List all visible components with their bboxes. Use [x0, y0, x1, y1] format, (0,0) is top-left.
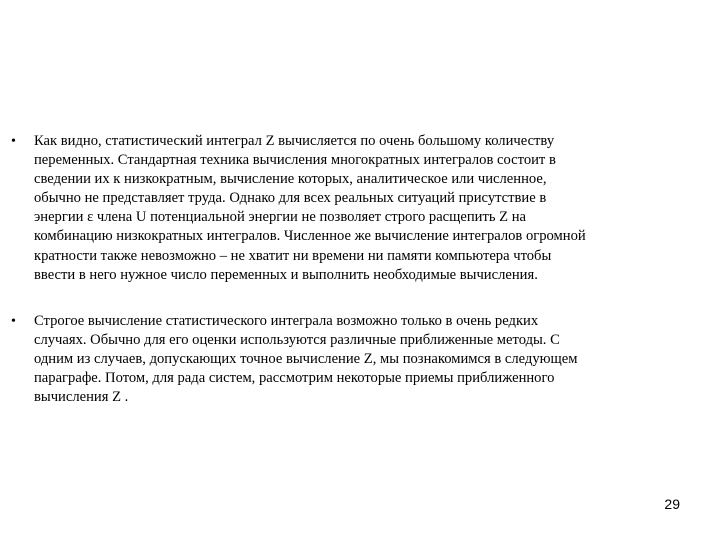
bullet-text: Строгое вычисление статистического интеграла возможно только в очень редких случаях. Обычно для его оценки используются различные приближенные методы. С одним из случаев, допускающих точное вычисление Z, мы познакомимся в следующем параграфе. Потом, для рада систем, рассмотрим некоторые приемы приближенного вычисления Z . — [34, 313, 578, 406]
bullet-text: Как видно, статистический интеграл Z вычисляется по очень большому количеству переменных. Стандартная техника вычисления многократных интегралов состоит в сведении их к низкократным, вычисление которых, аналитическое или численное, обычно не представляет труда. Однако для всех реальных ситуаций присутствие в энергии ε члена U потенциальной энергии не позволяет строго расщепить Z на комбинацию низкократных интегралов. Численное же вычисление интегралов огромной кратности также невозможно – не хватит ни времени ни памяти компьютера чтобы ввести в него нужное число переменных и выполнить необходимые вычисления. — [34, 133, 586, 283]
bullet-dot-icon: • — [11, 314, 16, 329]
page-number: 29 — [664, 496, 680, 512]
bullet-dot-icon: • — [11, 134, 16, 149]
